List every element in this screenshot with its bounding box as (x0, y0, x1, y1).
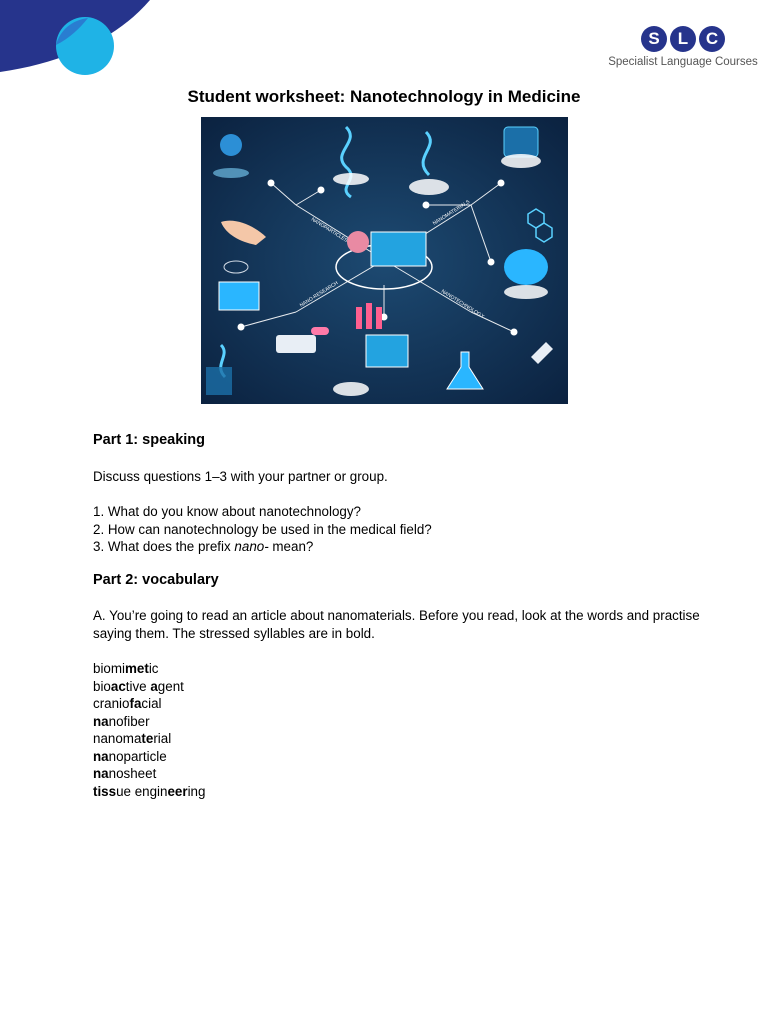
part2-heading: Part 2: vocabulary (93, 571, 219, 588)
scanner-icon (504, 127, 538, 157)
corner-cyan-circle (56, 17, 114, 75)
worksheet-content (93, 432, 713, 800)
vocab-word: nanofiber (93, 713, 150, 729)
laptop-icon (366, 335, 408, 367)
page-title: Student worksheet: Nanotechnology in Medicine (187, 87, 581, 106)
virus-icon (220, 134, 242, 156)
petri-dish-icon (333, 382, 369, 396)
vocab-word: nanosheet (93, 766, 157, 781)
question-3: 3. What does the prefix nano- mean? (93, 539, 314, 554)
label-nano-research: NANO-RESEARCH (298, 280, 340, 309)
vocab-word: nanoparticle (93, 748, 167, 764)
logo-letter: S (641, 26, 667, 52)
vocab-word: bioactive agent (93, 678, 184, 694)
vocabulary-list (93, 660, 713, 800)
vocab-word: nanomaterial (93, 731, 172, 746)
vocab-word: craniofacial (93, 696, 162, 711)
question-1: 1. What do you know about nanotechnology? (93, 504, 362, 519)
vocab-word: tissue engineering (93, 783, 206, 799)
chip-icon (219, 282, 259, 310)
logo-letter: C (699, 26, 725, 52)
label-nanoparticles: NANOPARTICLES (309, 216, 349, 244)
center-laptop-icon (371, 232, 426, 266)
label-nanomaterials: NANOMATERIALS (431, 199, 472, 227)
part1-instruction: Discuss questions 1–3 with your partner or group. (93, 468, 388, 484)
logo-tagline: Specialist Language Courses (608, 56, 758, 68)
brain-hologram-icon (504, 249, 548, 285)
nanotech-illustration (201, 117, 568, 404)
corner-decoration (0, 0, 160, 80)
label-nanotechnology: NANOTECHNOLOGY (439, 288, 486, 320)
question-2: 2. How can nanotechnology be used in the medical field? (93, 521, 432, 537)
logo-letter: L (670, 26, 696, 52)
slc-logo (608, 26, 758, 68)
part1-heading: Part 1: speaking (93, 432, 206, 448)
pills-icon (276, 335, 316, 353)
part2-instruction: A. You’re going to read an article about nanomaterials. Before you read, look at the words and practise saying them. The stressed syllables are in bold. (93, 608, 700, 641)
brain-icon (347, 231, 369, 253)
vocab-word: biomimetic (93, 661, 159, 676)
